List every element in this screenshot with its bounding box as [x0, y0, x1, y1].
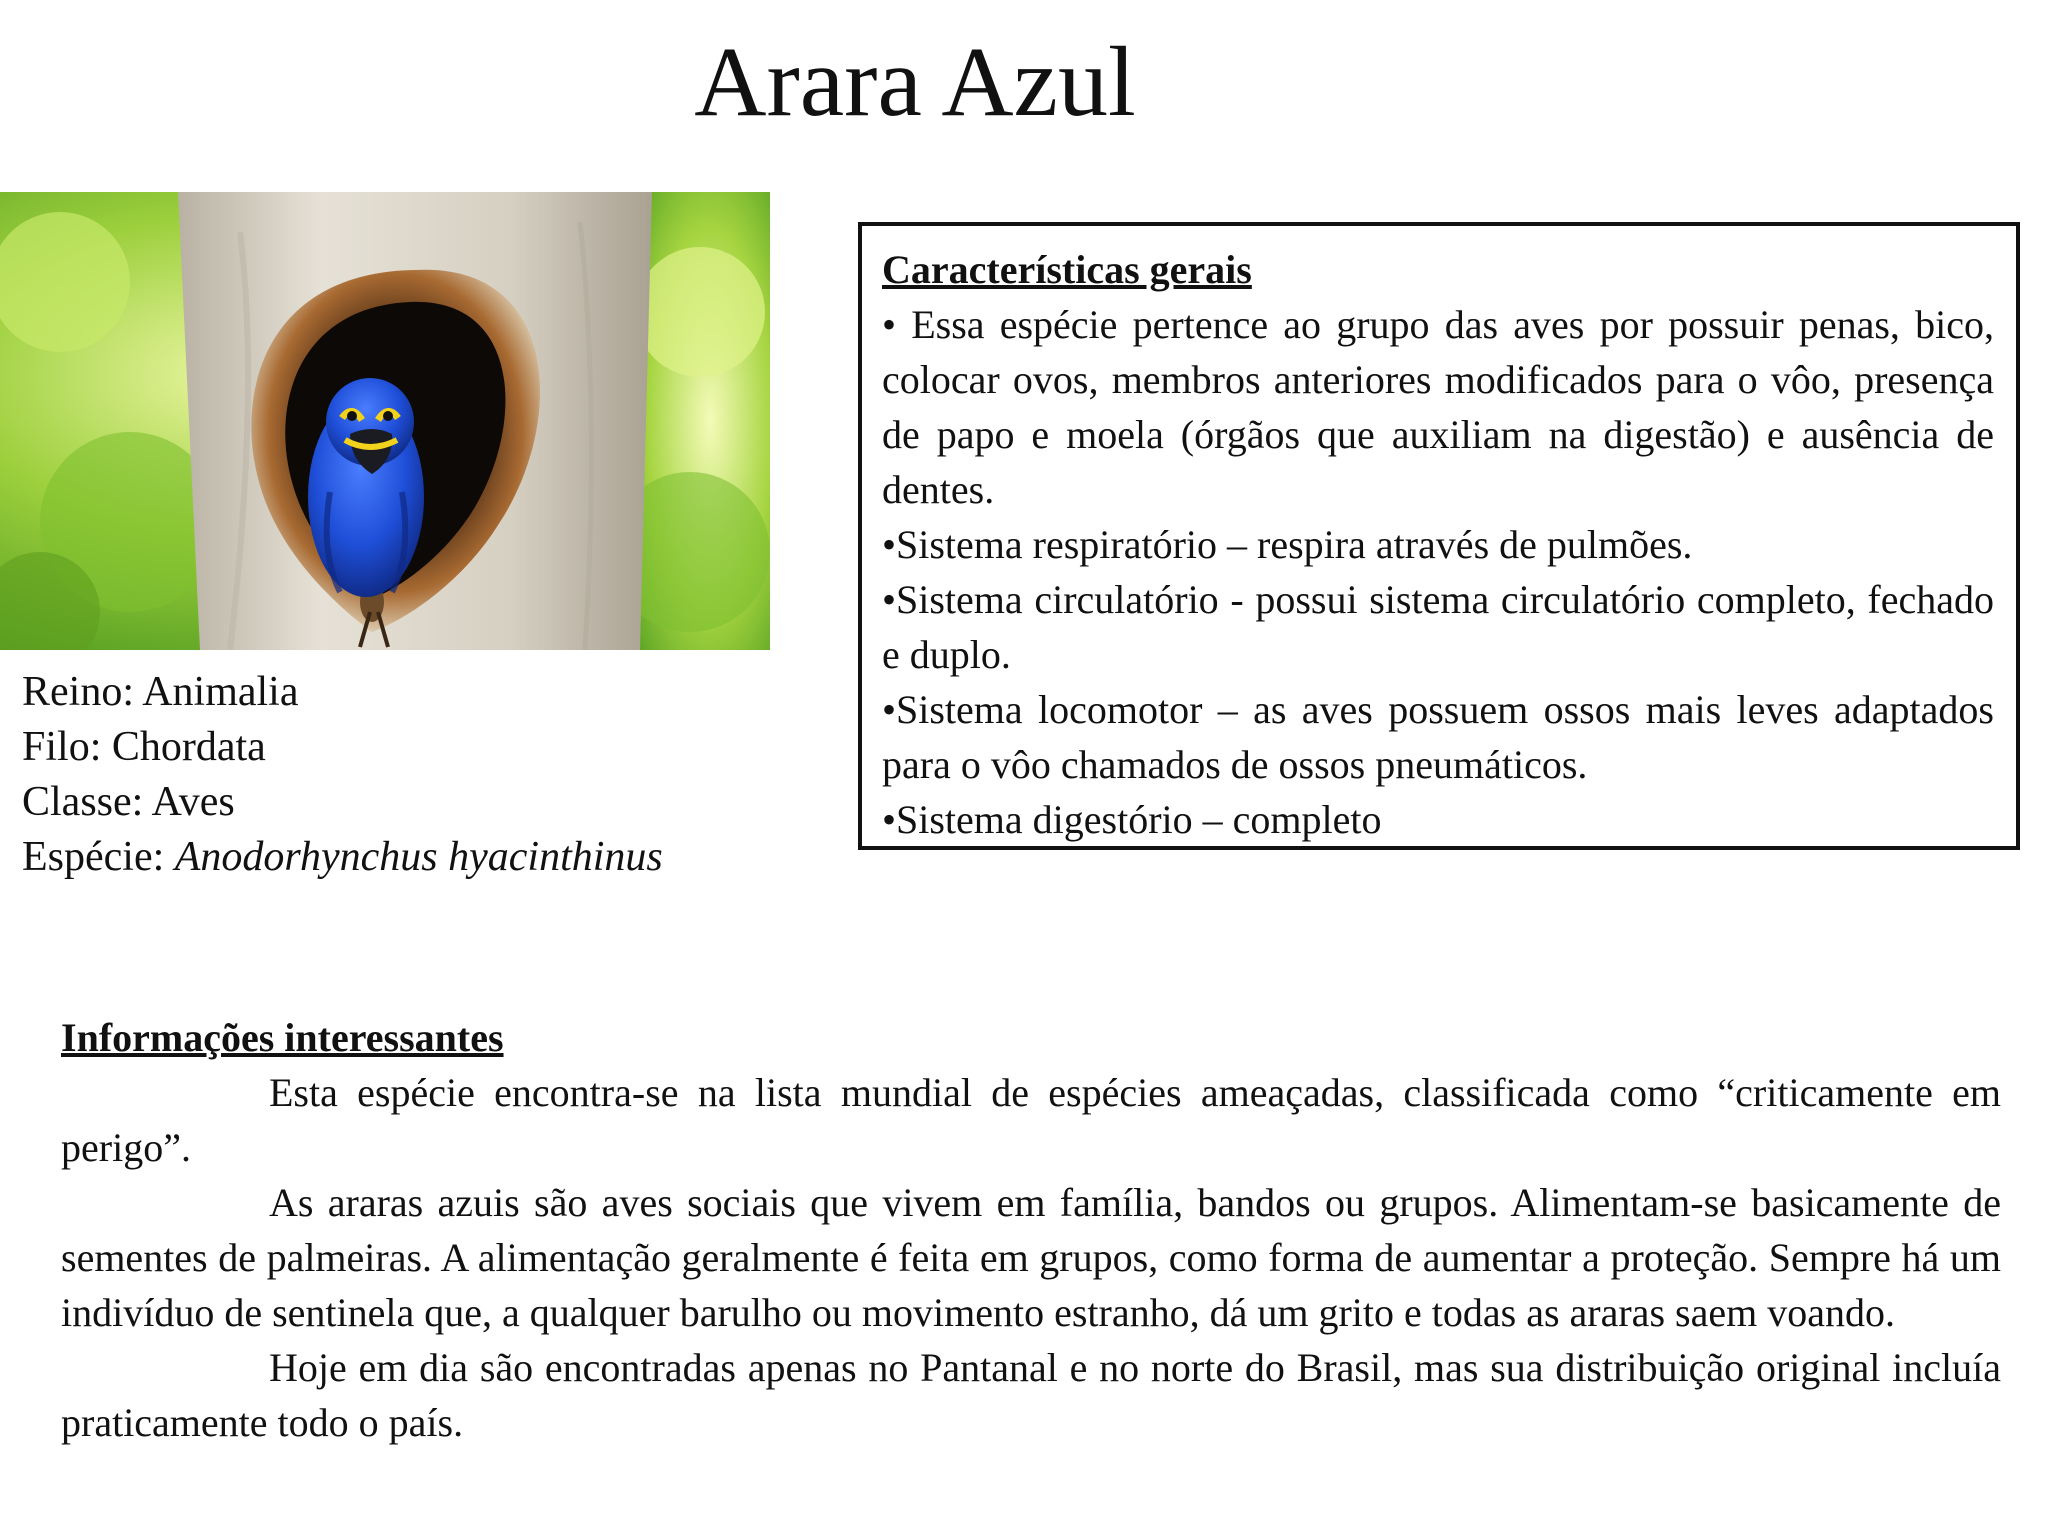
taxonomy-phylum: Filo: Chordata [22, 724, 266, 770]
info-paragraph: Esta espécie encontra-se na lista mundial de espécies ameaçadas, classificada como “criticamente em perigo”. [61, 1070, 2001, 1170]
taxonomy-species: Espécie: Anodorhynchus hyacinthinus [22, 834, 663, 880]
feature-item: •Sistema locomotor – as aves possuem ossos mais leves adaptados para o vôo chamados de ossos pneumáticos. [882, 687, 1994, 787]
page-title: Arara Azul [694, 26, 1136, 137]
taxonomy-list [22, 665, 782, 885]
feature-item: •Sistema digestório – completo [882, 797, 1382, 842]
feature-item: •Sistema circulatório - possui sistema circulatório completo, fechado e duplo. [882, 577, 1994, 677]
info-paragraph: As araras azuis são aves sociais que vivem em família, bandos ou grupos. Alimentam-se basicamente de sementes de palmeiras. A alimentação geralmente é feita em grupos, como forma de aumentar a proteção. Sempre há um indivíduo de sentinela que, a qualquer barulho ou movimento estranho, dá um grito e todas as araras saem voando. [61, 1180, 2001, 1335]
general-characteristics-heading: Características gerais [882, 247, 1252, 292]
feature-item: •Sistema respiratório – respira através de pulmões. [882, 522, 1693, 567]
interesting-info-heading: Informações interessantes [61, 1015, 504, 1060]
taxonomy-class: Classe: Aves [22, 779, 235, 825]
interesting-info-section [61, 1010, 2001, 1450]
macaw-in-tree-hollow-image [0, 192, 770, 650]
species-scientific-name: Anodorhynchus hyacinthinus [174, 834, 663, 880]
general-characteristics-box [858, 222, 2020, 850]
feature-item: • Essa espécie pertence ao grupo das aves por possuir penas, bico, colocar ovos, membros anteriores modificados para o vôo, presença de papo e moela (órgãos que auxiliam na digestão) e ausência de dentes. [882, 302, 1994, 512]
info-paragraph: Hoje em dia são encontradas apenas no Pantanal e no norte do Brasil, mas sua distribuição original incluía praticamente todo o país. [61, 1345, 2001, 1445]
macaw-photo [0, 192, 770, 650]
taxonomy-kingdom: Reino: Animalia [22, 669, 299, 715]
